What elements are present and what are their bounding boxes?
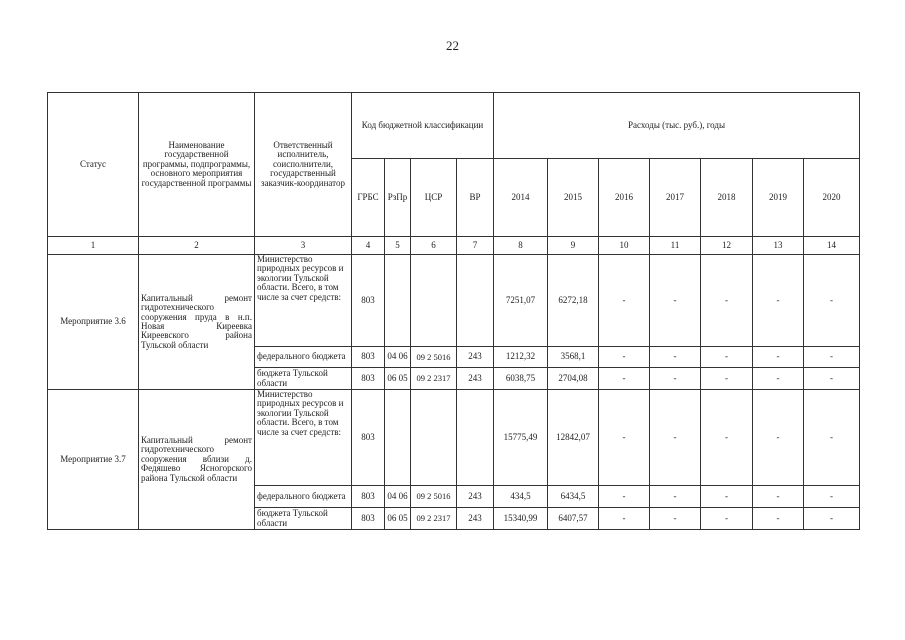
value-cell: 12842,07 xyxy=(548,390,599,486)
header-year: 2018 xyxy=(701,159,753,237)
vr-cell: 243 xyxy=(457,368,494,390)
value-cell: - xyxy=(599,347,650,368)
value-cell: - xyxy=(804,486,860,508)
header-year: 2015 xyxy=(548,159,599,237)
column-number: 1 xyxy=(48,237,139,255)
value-cell: - xyxy=(701,255,753,347)
column-numbers-row xyxy=(48,237,860,255)
column-number: 10 xyxy=(599,237,650,255)
value-cell: - xyxy=(753,486,804,508)
value-cell: - xyxy=(599,508,650,530)
value-cell: - xyxy=(650,486,701,508)
value-cell: 2704,08 xyxy=(548,368,599,390)
value-cell: - xyxy=(701,390,753,486)
vr-cell: 243 xyxy=(457,508,494,530)
column-number: 11 xyxy=(650,237,701,255)
header-row-top xyxy=(48,93,860,159)
csr-cell xyxy=(411,390,457,486)
value-cell: 6272,18 xyxy=(548,255,599,347)
value-cell: - xyxy=(650,347,701,368)
csr-cell: 09 2 5016 xyxy=(411,347,457,368)
column-number: 8 xyxy=(494,237,548,255)
csr-cell: 09 2 2317 xyxy=(411,368,457,390)
header-grbs: ГРБС xyxy=(352,159,385,237)
value-cell: - xyxy=(599,486,650,508)
vr-cell: 243 xyxy=(457,486,494,508)
value-cell: - xyxy=(650,368,701,390)
value-cell: - xyxy=(753,255,804,347)
grbs-cell: 803 xyxy=(352,368,385,390)
header-year: 2019 xyxy=(753,159,804,237)
responsible-cell: бюджета Тульской области xyxy=(255,508,352,530)
value-cell: - xyxy=(804,255,860,347)
value-cell: 15775,49 xyxy=(494,390,548,486)
rzpr-cell: 06 05 xyxy=(385,508,411,530)
table-row xyxy=(48,390,860,486)
value-cell: - xyxy=(701,368,753,390)
responsible-cell: федерального бюджета xyxy=(255,347,352,368)
value-cell: - xyxy=(599,368,650,390)
header-budget-code: Код бюджетной классификации xyxy=(352,93,494,159)
header-rzpr: РзПр xyxy=(385,159,411,237)
column-number: 14 xyxy=(804,237,860,255)
responsible-cell: бюджета Тульской области xyxy=(255,368,352,390)
grbs-cell: 803 xyxy=(352,486,385,508)
grbs-cell: 803 xyxy=(352,508,385,530)
value-cell: - xyxy=(650,255,701,347)
header-status: Статус xyxy=(48,93,139,237)
header-year: 2016 xyxy=(599,159,650,237)
table-row xyxy=(48,255,860,347)
grbs-cell: 803 xyxy=(352,255,385,347)
column-number: 12 xyxy=(701,237,753,255)
header-responsible: Ответственный исполнитель, соисполнители, государственный заказчик-координатор xyxy=(255,93,352,237)
value-cell: - xyxy=(753,368,804,390)
value-cell: 6038,75 xyxy=(494,368,548,390)
csr-cell xyxy=(411,255,457,347)
value-cell: 3568,1 xyxy=(548,347,599,368)
responsible-cell: Министерство природных ресурсов и экологии Тульской области. Всего, в том числе за счет средств: xyxy=(255,255,352,347)
csr-cell: 09 2 2317 xyxy=(411,508,457,530)
column-number: 3 xyxy=(255,237,352,255)
grbs-cell: 803 xyxy=(352,347,385,368)
value-cell: 7251,07 xyxy=(494,255,548,347)
vr-cell xyxy=(457,255,494,347)
value-cell: - xyxy=(804,368,860,390)
column-number: 9 xyxy=(548,237,599,255)
value-cell: - xyxy=(701,347,753,368)
value-cell: - xyxy=(650,390,701,486)
event-name-cell: Капитальный ремонт гидротехнического сооружения вблизи д. Федяшево Ясногорского района Тульской области xyxy=(139,390,255,530)
event-name-cell: Капитальный ремонт гидротехнического сооружения пруда в н.п. Новая Киреевка Киреевского района Тульской области xyxy=(139,255,255,390)
column-number: 2 xyxy=(139,237,255,255)
value-cell: - xyxy=(753,508,804,530)
rzpr-cell xyxy=(385,255,411,347)
column-number: 13 xyxy=(753,237,804,255)
rzpr-cell: 04 06 xyxy=(385,347,411,368)
header-year: 2020 xyxy=(804,159,860,237)
rzpr-cell: 04 06 xyxy=(385,486,411,508)
grbs-cell: 803 xyxy=(352,390,385,486)
value-cell: - xyxy=(753,390,804,486)
column-number: 5 xyxy=(385,237,411,255)
header-expenses: Расходы (тыс. руб.), годы xyxy=(494,93,860,159)
column-number: 6 xyxy=(411,237,457,255)
value-cell: 434,5 xyxy=(494,486,548,508)
responsible-cell: федерального бюджета xyxy=(255,486,352,508)
value-cell: - xyxy=(701,508,753,530)
value-cell: 15340,99 xyxy=(494,508,548,530)
value-cell: - xyxy=(650,508,701,530)
value-cell: - xyxy=(753,347,804,368)
value-cell: 1212,32 xyxy=(494,347,548,368)
column-number: 7 xyxy=(457,237,494,255)
value-cell: 6407,57 xyxy=(548,508,599,530)
status-cell: Мероприятие 3.7 xyxy=(48,390,139,530)
rzpr-cell: 06 05 xyxy=(385,368,411,390)
value-cell: - xyxy=(599,255,650,347)
header-vr: ВР xyxy=(457,159,494,237)
header-year: 2017 xyxy=(650,159,701,237)
value-cell: - xyxy=(599,390,650,486)
rzpr-cell xyxy=(385,390,411,486)
vr-cell: 243 xyxy=(457,347,494,368)
column-number: 4 xyxy=(352,237,385,255)
vr-cell xyxy=(457,390,494,486)
value-cell: - xyxy=(701,486,753,508)
value-cell: 6434,5 xyxy=(548,486,599,508)
header-year: 2014 xyxy=(494,159,548,237)
budget-table xyxy=(47,92,860,530)
page-number: 22 xyxy=(446,38,459,53)
value-cell: - xyxy=(804,347,860,368)
status-cell: Мероприятие 3.6 xyxy=(48,255,139,390)
value-cell: - xyxy=(804,508,860,530)
responsible-cell: Министерство природных ресурсов и экологии Тульской области. Всего, в том числе за счет средств: xyxy=(255,390,352,486)
header-name: Наименование государственной программы, подпрограммы, основного мероприятия государственной программы xyxy=(139,93,255,237)
value-cell: - xyxy=(804,390,860,486)
csr-cell: 09 2 5016 xyxy=(411,486,457,508)
header-csr: ЦСР xyxy=(411,159,457,237)
